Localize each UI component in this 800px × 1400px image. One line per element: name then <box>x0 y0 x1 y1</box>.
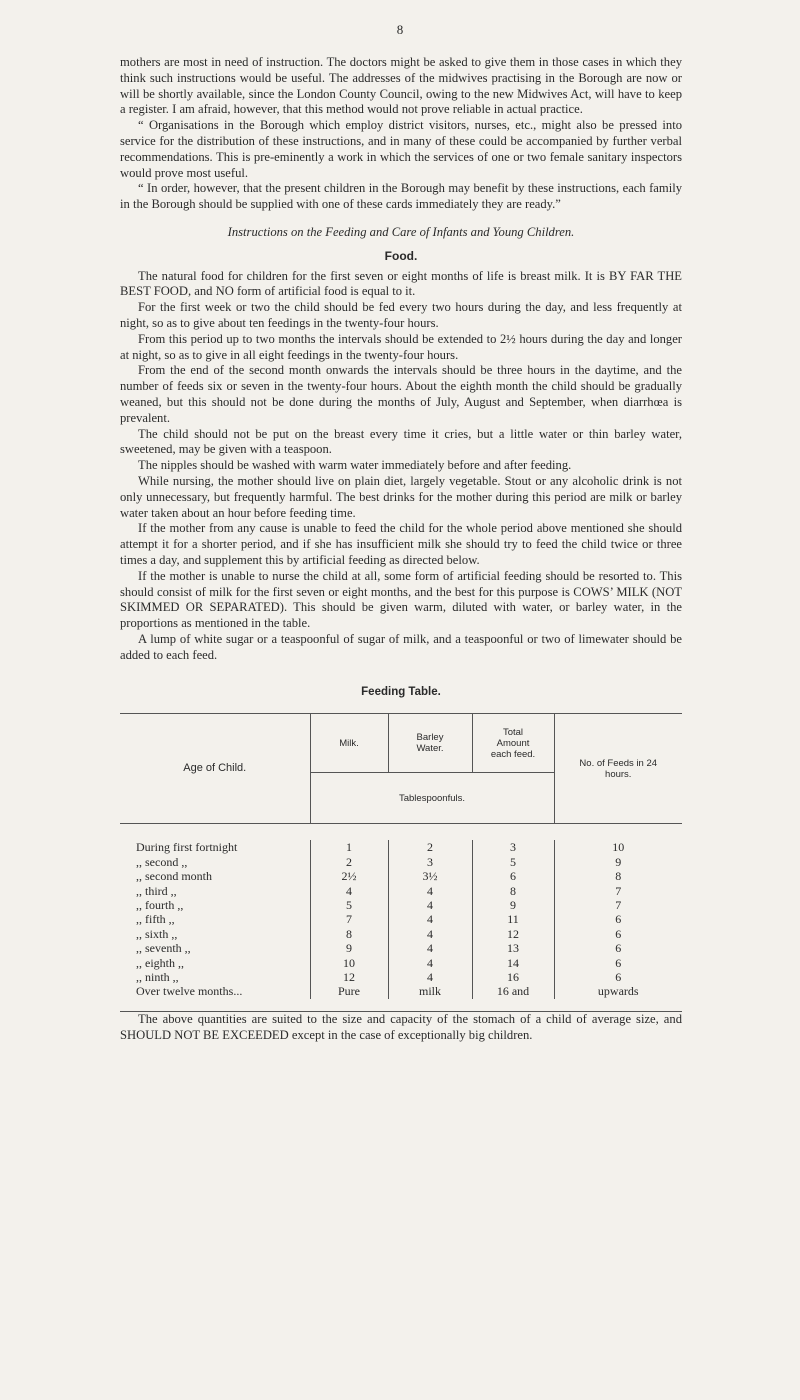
table-cell-feeds: upwards <box>554 984 682 998</box>
table-cell-milk: 2 <box>310 855 388 869</box>
header-feeds-count: No. of Feeds in 24 hours. <box>554 714 682 824</box>
table-cell-age: ,, third ,, <box>136 883 177 898</box>
paragraph-intro-2: “ Organisations in the Borough which employ district visitors, nurses, etc., might also be pressed into service for the distribution of these instructions, and in many of these could be accompanied by further verbal recommendations. This is pre-eminently a work in which the services of one or two female sanitary inspectors would prove most useful. <box>120 118 682 180</box>
paragraph-intro-3: “ In order, however, that the present children in the Borough may benefit by these instructions, each family in the Borough should be supplied with one of these cards immediately they are ready.” <box>120 181 682 212</box>
table-cell-total: 14 <box>472 956 554 970</box>
feeding-table <box>120 713 682 1011</box>
table-cell-milk: 7 <box>310 912 388 926</box>
table-cell-milk: 10 <box>310 956 388 970</box>
document-body <box>120 55 682 1043</box>
food-heading: Food. <box>384 248 418 263</box>
table-cell-feeds: 9 <box>554 855 682 869</box>
table-cell-total: 8 <box>472 884 554 898</box>
table-cell-age: ,, fifth ,, <box>136 912 175 927</box>
table-cell-age: ,, second month <box>136 869 212 884</box>
table-header-row <box>120 714 682 773</box>
paragraph-food-5: The child should not be put on the breast every time it cries, but a little water or thin barley water, sweetened, may be given with a teaspoon. <box>120 426 682 457</box>
table-cell-feeds: 7 <box>554 884 682 898</box>
paragraph-intro-1: mothers are most in need of instruction. The doctors might be asked to give them in those cases in which they think such instructions would be useful. The addresses of the midwives practising in the Borough are now or will be shortly available, since the London County Council, owing to the new Midwives Act, will have to keep a register. I am afraid, however, that this method would not prove reliable in actual practice. <box>120 55 682 117</box>
table-row <box>120 869 682 883</box>
table-cell-feeds: 8 <box>554 869 682 883</box>
table-cell-barley: 3 <box>388 855 472 869</box>
table-cell-age: ,, second ,, <box>136 854 188 869</box>
table-cell-milk: 4 <box>310 884 388 898</box>
table-cell-total: 11 <box>472 912 554 926</box>
table-cell-total: 6 <box>472 869 554 883</box>
feeding-table-body <box>120 840 682 998</box>
table-row <box>120 956 682 970</box>
table-cell-barley: 4 <box>388 927 472 941</box>
table-cell-total: 16 and <box>472 984 554 998</box>
instructions-heading: Instructions on the Feeding and Care of Infants and Young Children. <box>227 224 575 239</box>
table-cell-age: ,, sixth ,, <box>136 926 178 941</box>
table-cell-feeds: 6 <box>554 927 682 941</box>
table-row <box>120 884 682 898</box>
header-age: Age of Child. <box>120 714 310 824</box>
table-cell-total: 12 <box>472 927 554 941</box>
paragraph-food-4: From the end of the second month onwards the intervals should be three hours in the daytime, and the number of feeds six or seven in the twenty-four hours. About the eighth month the child should be gradually weaned, but this should not be done during the months of July, August and September, when diarrhœa is prevalent. <box>120 363 682 425</box>
header-barley-water: Barley Water. <box>388 714 472 773</box>
table-row <box>120 898 682 912</box>
paragraph-food-1: The natural food for children for the first seven or eight months of life is breast milk. It is BY FAR THE BEST FOOD, and NO form of artificial food is equal to it. <box>120 268 682 299</box>
table-cell-age: ,, ninth ,, <box>136 969 179 984</box>
table-cell-feeds: 10 <box>554 840 682 854</box>
table-cell-barley: 4 <box>388 941 472 955</box>
paragraph-food-8: If the mother from any cause is unable to feed the child for the whole period above mentioned she should attempt it for a shorter period, and if she has insufficient milk she should try to feed the child twice or three times a day, and supplement this by artificial feeding as directed below. <box>120 521 682 567</box>
table-cell-total: 13 <box>472 941 554 955</box>
paragraph-food-7: While nursing, the mother should live on plain diet, largely vegetable. Stout or any alcoholic drink is not only unnecessary, but frequently harmful. The best drinks for the mother during this period are milk or barley water taken about an hour before feeding time. <box>120 473 682 520</box>
table-cell-age: ,, seventh ,, <box>136 941 191 956</box>
table-cell-age: During first fortnight <box>136 840 238 855</box>
header-total-amount: Total Amount each feed. <box>472 714 554 773</box>
table-cell-barley: 4 <box>388 884 472 898</box>
table-cell-barley: milk <box>388 984 472 998</box>
table-cell-age: ,, eighth ,, <box>136 955 184 970</box>
paragraph-food-6: The nipples should be washed with warm water immediately before and after feeding. <box>138 458 572 473</box>
paragraph-food-9: If the mother is unable to nurse the child at all, some form of artificial feeding should be resorted to. This should consist of milk for the first seven or eight months, and the best for this purpose is COWS’ MILK (NOT SKIMMED OR SEPARATED). This should be given warm, diluted with water, or barley water, in the proportions as mentioned in the table. <box>120 568 682 631</box>
table-cell-age: Over twelve months... <box>136 984 243 999</box>
paragraph-food-10: A lump of white sugar or a teaspoonful of sugar of milk, and a teaspoonful or two of limewater should be added to each feed. <box>120 631 682 662</box>
table-row <box>120 941 682 955</box>
table-row <box>120 912 682 926</box>
closing-note: The above quantities are suited to the size and capacity of the stomach of a child of average size, and SHOULD NOT BE EXCEEDED except in the case of exceptionally big children. <box>120 1011 682 1042</box>
table-cell-feeds: 6 <box>554 956 682 970</box>
table-row <box>120 970 682 984</box>
paragraph-food-2: For the first week or two the child should be fed every two hours during the day, and less frequently at night, so as to give about ten feedings in the twenty-four hours. <box>120 300 682 330</box>
table-cell-barley: 3½ <box>388 869 472 883</box>
table-cell-barley: 4 <box>388 912 472 926</box>
table-cell-milk: Pure <box>310 984 388 998</box>
feeding-table-title: Feeding Table. <box>361 686 441 699</box>
table-cell-milk: 2½ <box>310 869 388 883</box>
table-cell-age: ,, fourth ,, <box>136 897 184 912</box>
table-cell-milk: 9 <box>310 941 388 955</box>
table-cell-milk: 8 <box>310 927 388 941</box>
table-cell-barley: 4 <box>388 970 472 984</box>
table-cell-total: 16 <box>472 970 554 984</box>
header-tablespoonfuls: Tablespoonfuls. <box>310 773 554 824</box>
table-row <box>120 984 682 998</box>
table-cell-total: 5 <box>472 855 554 869</box>
table-row <box>120 927 682 941</box>
table-cell-feeds: 7 <box>554 898 682 912</box>
table-cell-milk: 5 <box>310 898 388 912</box>
table-cell-barley: 2 <box>388 840 472 854</box>
table-cell-feeds: 6 <box>554 912 682 926</box>
page-number: 8 <box>396 22 404 37</box>
table-cell-milk: 1 <box>310 840 388 854</box>
table-cell-barley: 4 <box>388 898 472 912</box>
table-row <box>120 840 682 854</box>
table-cell-barley: 4 <box>388 956 472 970</box>
table-cell-feeds: 6 <box>554 970 682 984</box>
header-milk: Milk. <box>310 714 388 773</box>
table-cell-milk: 12 <box>310 970 388 984</box>
table-cell-total: 9 <box>472 898 554 912</box>
paragraph-food-3: From this period up to two months the intervals should be extended to 2½ hours during the day and longer at night, so as to give in all eight feedings in the twenty-four hours. <box>120 331 682 362</box>
table-cell-total: 3 <box>472 840 554 854</box>
table-cell-feeds: 6 <box>554 941 682 955</box>
table-row <box>120 855 682 869</box>
